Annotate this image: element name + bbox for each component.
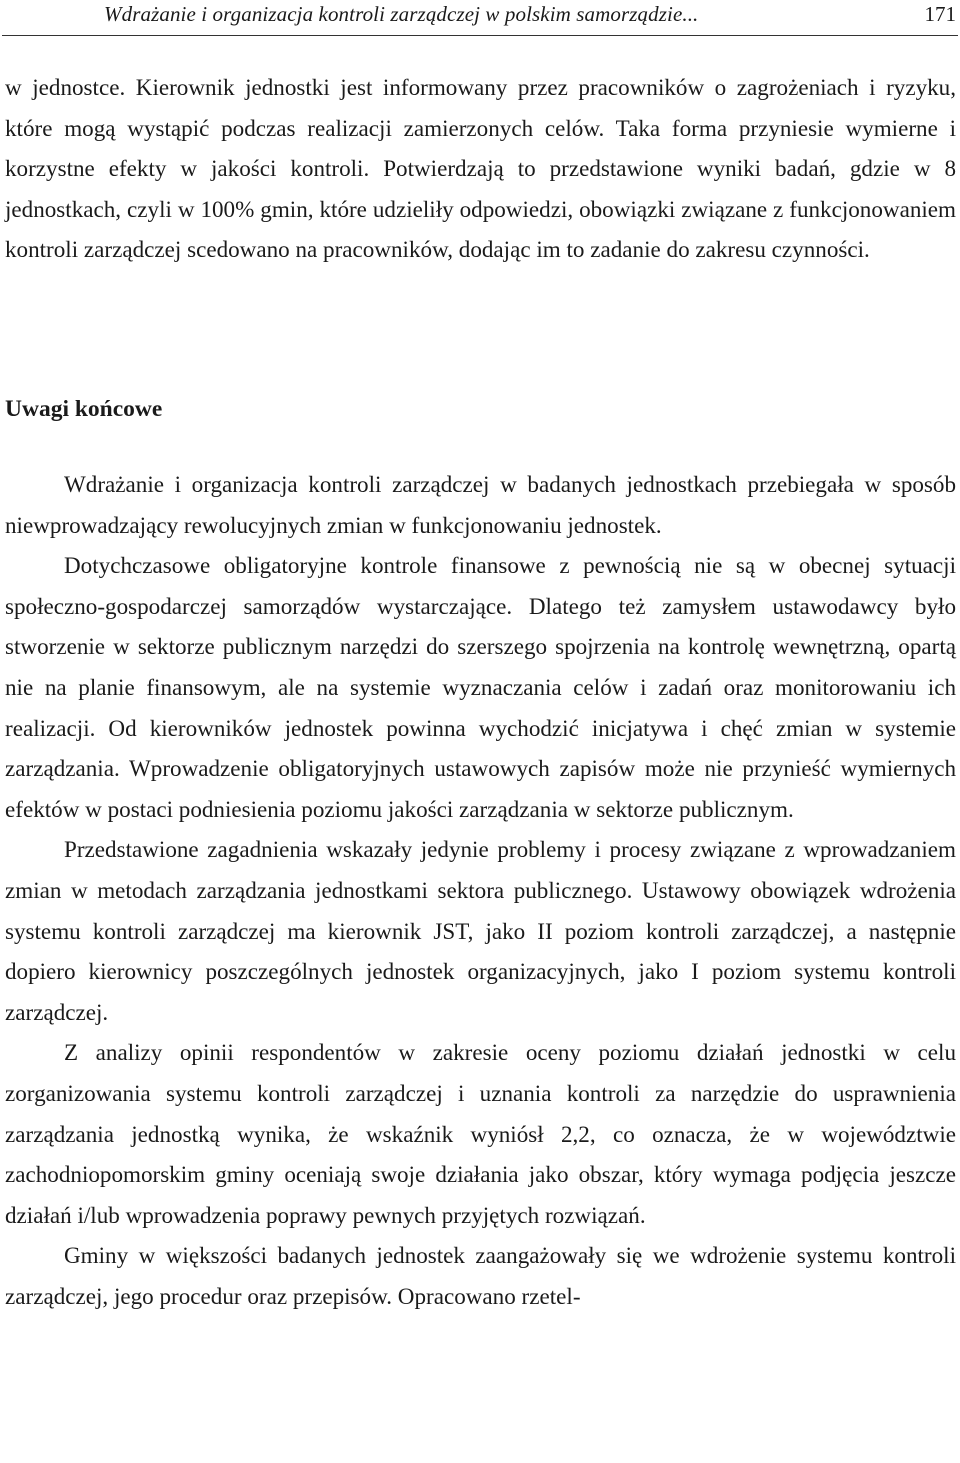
header-divider [2,35,958,36]
section-body [5,464,956,1316]
intro-block [5,67,956,270]
section-paragraph-5: Gminy w większości badanych jednostek zaangażowały się we wdrożenie systemu kontroli zarządczej, jego procedur oraz przepisów. Opracowano rzetel- [5,1242,956,1309]
page-number: 171 [924,2,956,26]
section-paragraph-4: Z analizy opinii respondentów w zakresie oceny poziomu działań jednostki w celu zorganizowania systemu kontroli zarządczej i uznania kontroli za narzędzie do usprawnienia zarządzania jednostką wynika, że wskaźnik wyniósł 2,2, co oznacza, że w województwie zachodniopomorskim gminy oceniają swoje działania jako obszar, który wymaga podjęcia jeszcze działań i/lub wprowadzenia poprawy pewnych przyjętych rozwiązań. [5,1039,956,1228]
section-paragraph-1: Wdrażanie i organizacja kontroli zarządczej w badanych jednostkach przebiegała w sposób niewprowadzający rewolucyjnych zmian w funkcjonowaniu jednostek. [5,471,956,538]
running-header-title: Wdrażanie i organizacja kontroli zarządczej w polskim samorządzie... [104,2,699,26]
section-paragraph-2: Dotychczasowe obligatoryjne kontrole finansowe z pewnością nie są w obecnej sytuacji społeczno-gospodarczej samorządów wystarczające. Dlatego też zamysłem ustawodawcy było stworzenie w sektorze publicznym narzędzi do szerszego spojrzenia na kontrolę wewnętrzną, opartą nie na planie finansowym, ale na systemie wyznaczania celów i zadań oraz monitorowaniu ich realizacji. Od kierowników jednostek powinna wychodzić inicjatywa i chęć zmian w systemie zarządzania. Wprowadzenie obligatoryjnych ustawowych zapisów może nie przynieść wymiernych efektów w postaci podniesienia poziomu jakości zarządzania w sektorze publicznym. [5,552,956,822]
intro-paragraph: w jednostce. Kierownik jednostki jest informowany przez pracowników o zagrożeniach i ryzyku, które mogą wystąpić podczas realizacji zamierzonych celów. Taka forma przyniesie wymierne i korzystne efekty w jakości kontroli. Potwierdzają to przedstawione wyniki badań, gdzie w 8 jednostkach, czyli w 100% gmin, które udzieliły odpowiedzi, obowiązki związane z funkcjonowaniem kontroli zarządczej scedowano na pracowników, dodając im to zadanie do zakresu czynności. [5,74,956,263]
section-heading: Uwagi końcowe [5,396,163,422]
running-header [0,0,960,38]
section-paragraph-3: Przedstawione zagadnienia wskazały jedynie problemy i procesy związane z wprowadzaniem zmian w metodach zarządzania jednostkami sektora publicznego. Ustawowy obowiązek wdrożenia systemu kontroli zarządczej ma kierownik JST, jako II poziom kontroli zarządczej, a następnie dopiero kierownicy poszczególnych jednostek organizacyjnych, jako I poziom systemu kontroli zarządczej. [5,836,956,1025]
